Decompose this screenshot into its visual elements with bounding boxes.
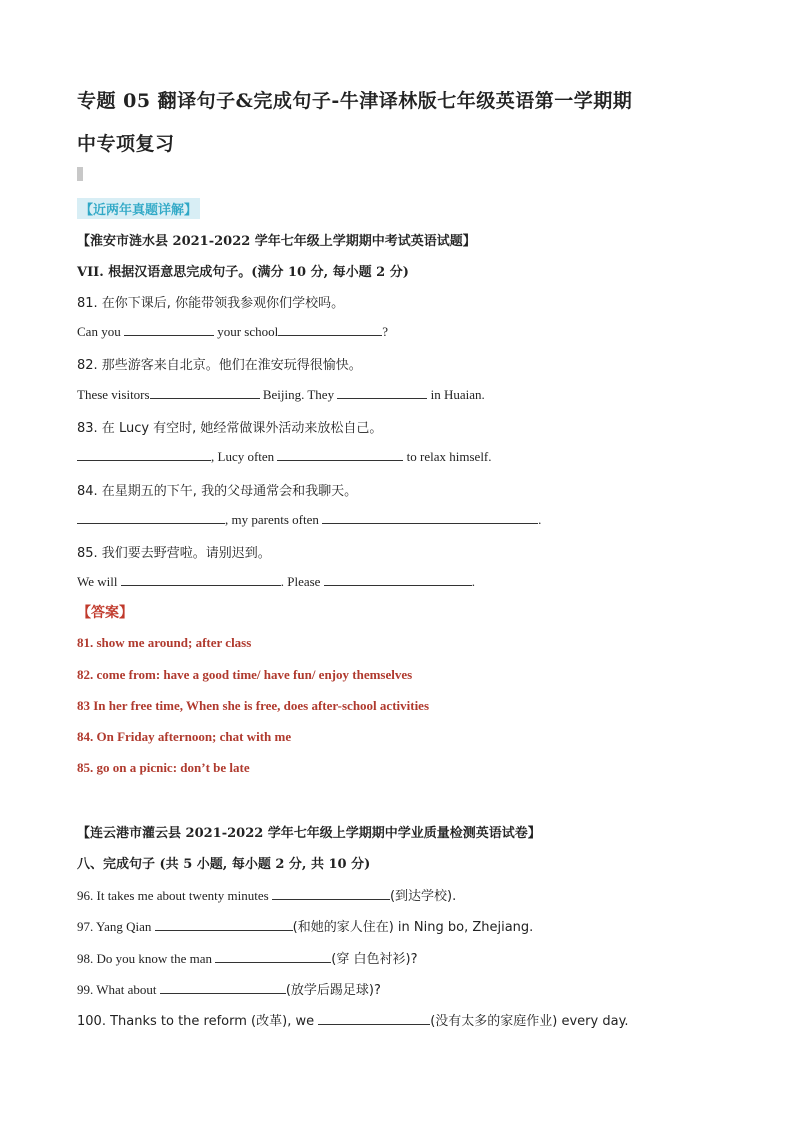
answer-blank[interactable] [322,511,538,524]
text-segment: (放学后踢足球)? [285,983,381,998]
question-99 [77,979,381,998]
question-98 [77,948,417,967]
text-segment: (没有太多的家庭作业) every day. [430,1014,629,1029]
section-heading-2: 八、完成句子 (共 5 小题, 每小题 2 分, 共 10 分) [77,857,371,872]
exam-source-1: 【淮安市涟水县 2021-2022 学年七年级上学期期中考试英语试题】 [77,234,476,249]
question-83-chinese: 83. 在 Lucy 有空时, 她经常做课外活动来放松自己。 [77,421,383,436]
text-segment: (和她的家人住在) in Ning bo, Zhejiang. [292,920,534,935]
text-segment: 96. It takes me about twenty minutes [77,888,272,903]
answer-blank[interactable] [337,386,427,399]
text-segment: , my parents often [225,512,323,527]
question-85-chinese: 85. 我们要去野营啦。请别迟到。 [77,546,271,561]
text-segment: These visitors [77,387,150,402]
text-segment: ? [382,324,389,339]
text-segment: (穿 白色衬衫)? [331,952,418,967]
question-82-chinese: 82. 那些游客来自北京。他们在淮安玩得很愉快。 [77,358,362,373]
document-title-line-2: 中专项复习 [77,133,175,155]
exam-source-2: 【连云港市灌云县 2021-2022 学年七年级上学期期中学业质量检测英语试卷】 [77,826,541,841]
text-segment: 98. Do you know the man [77,951,216,966]
document-title-line-1: 专题 05 翻译句子&完成句子-牛津译林版七年级英语第一学期期 [77,90,633,112]
text-segment: (到达学校). [389,889,457,904]
answer-blank[interactable] [160,981,286,994]
answer-82: 82. come from: have a good time/ have fun/ enjoy themselves [77,667,413,682]
answer-blank[interactable] [278,323,382,336]
text-segment: 97. Yang Qian [77,919,155,934]
text-segment: . [471,574,475,589]
question-82-sentence [77,386,485,403]
answer-blank[interactable] [215,950,331,963]
answer-blank[interactable] [77,511,225,524]
section-heading-1: VII. 根据汉语意思完成句子。(满分 10 分, 每小题 2 分) [77,265,409,280]
answer-blank[interactable] [277,448,403,461]
question-84-sentence [77,511,541,528]
text-segment: your school [213,324,279,339]
answer-83: 83 In her free time, When she is free, does after-school activities [77,698,430,713]
text-segment: Beijing. They [259,387,338,402]
text-segment: 100. Thanks to the reform (改革), we [77,1014,319,1029]
answer-blank[interactable] [324,573,472,586]
answer-84: 84. On Friday afternoon; chat with me [77,729,292,744]
text-segment: to relax himself. [403,449,492,464]
answer-label: 【答案】 [77,605,133,621]
question-97 [77,916,533,935]
question-83-sentence [77,448,492,465]
question-84-chinese: 84. 在星期五的下午, 我的父母通常会和我聊天。 [77,484,358,499]
question-100 [77,1010,629,1029]
answer-blank[interactable] [77,448,211,461]
section-tag: 【近两年真题详解】 [77,198,200,219]
answer-85: 85. go on a picnic: don’t be late [77,760,250,775]
question-96 [77,885,456,904]
text-segment: We will [77,574,121,589]
text-segment: Can you [77,324,124,339]
question-85-sentence [77,573,475,590]
answer-blank[interactable] [150,386,260,399]
answer-blank[interactable] [318,1012,430,1025]
paragraph-marker [77,167,83,181]
text-segment: in Huaian. [427,387,485,402]
question-81-chinese: 81. 在你下课后, 你能带领我参观你们学校吗。 [77,296,345,311]
answer-blank[interactable] [124,323,214,336]
answer-blank[interactable] [155,918,293,931]
answer-blank[interactable] [272,887,390,900]
question-81-sentence [77,323,388,340]
text-segment: 99. What about [77,982,160,997]
answer-blank[interactable] [121,573,281,586]
text-segment: , Lucy often [211,449,278,464]
text-segment: . Please [280,574,324,589]
text-segment: . [538,512,542,527]
answer-81: 81. show me around; after class [77,635,252,650]
